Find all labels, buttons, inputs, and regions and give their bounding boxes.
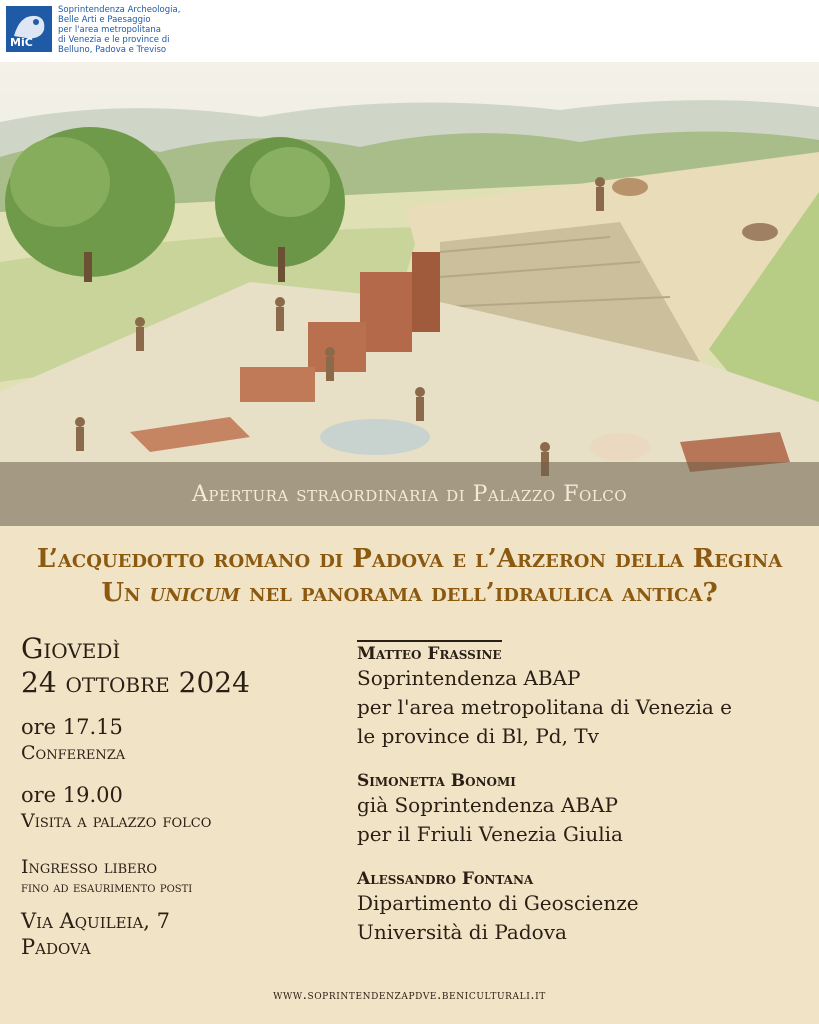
banner-text: Apertura straordinaria di Palazzo Folco (192, 481, 627, 507)
logo-label: MiC (10, 36, 33, 49)
org-name (58, 5, 181, 55)
main-title-line2 (0, 578, 819, 608)
visit-label: Visita a palazzo folco (21, 810, 212, 832)
speaker-name: Simonetta Bonomi (357, 771, 516, 791)
title-emphasis: unicum (149, 578, 241, 608)
org-line: Belle Arti e Paesaggio (58, 15, 151, 25)
mic-logo (6, 6, 52, 52)
speaker-affiliation: Dipartimento di Geoscienze (357, 891, 639, 915)
aqueduct-construction-illustration (0, 62, 819, 526)
speaker-affiliation: Università di Padova (357, 920, 567, 944)
conference-label: Conferenza (21, 742, 126, 764)
conference-time: ore 17.15 (21, 715, 123, 739)
speaker-name: Matteo Frassine (357, 640, 502, 664)
org-line: Soprintendenza Archeologia, (58, 5, 181, 15)
speaker-block (357, 640, 797, 751)
title-prefix: Un (101, 578, 150, 608)
speaker-affiliation: per il Friuli Venezia Giulia (357, 822, 623, 846)
address-street: Via Aquileia, 7 (21, 909, 171, 933)
header (0, 0, 819, 62)
title-suffix: nel panorama dell’idraulica antica? (240, 578, 718, 608)
event-banner (0, 462, 819, 526)
event-day: Giovedì (21, 632, 121, 665)
main-title-line1: L’acquedotto romano di Padova e l’Arzeron della Regina (36, 544, 783, 574)
website-link[interactable]: www.soprintendenzapdve.beniculturali.it (273, 988, 546, 1003)
event-date: 24 ottobre 2024 (21, 666, 250, 699)
speaker-affiliation: già Soprintendenza ABAP (357, 793, 618, 817)
speaker-affiliation: per l'area metropolitana di Venezia e (357, 695, 733, 719)
entry-note: fino ad esaurimento posti (21, 880, 193, 896)
event-details (21, 632, 341, 960)
entry-label: Ingresso libero (21, 856, 158, 878)
speakers-list (357, 640, 797, 947)
hero-illustration (0, 62, 819, 526)
speaker-name: Alessandro Fontana (357, 869, 534, 889)
org-line: Belluno, Padova e Treviso (58, 45, 167, 55)
org-line: per l'area metropolitana (58, 25, 161, 35)
speaker-affiliation: Soprintendenza ABAP (357, 666, 581, 690)
org-line: di Venezia e le province di (58, 35, 170, 45)
speaker-block (357, 867, 797, 947)
speaker-block (357, 769, 797, 849)
speaker-affiliation: le province di Bl, Pd, Tv (357, 724, 599, 748)
visit-time: ore 19.00 (21, 783, 123, 807)
address-city: Padova (21, 935, 91, 959)
